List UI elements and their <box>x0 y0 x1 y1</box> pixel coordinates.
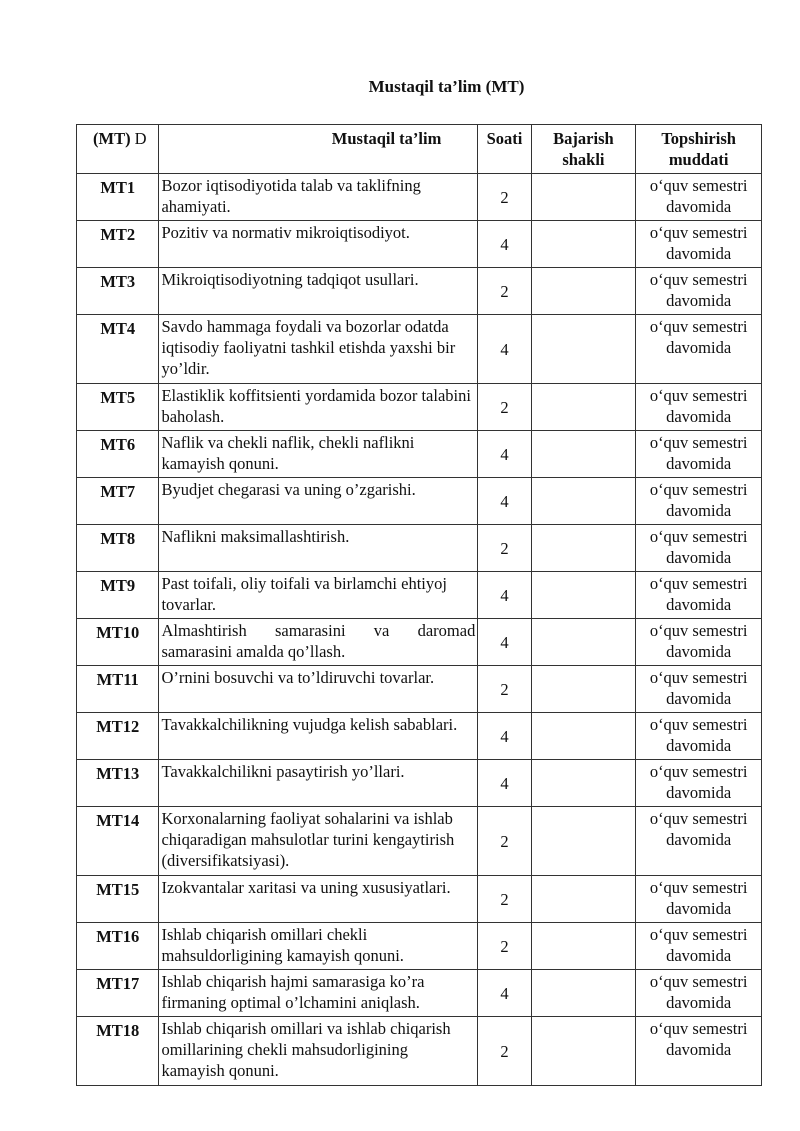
row-form <box>531 807 636 876</box>
row-id: MT1 <box>77 174 159 221</box>
row-deadline: o‘quv semestri davomida <box>636 713 762 760</box>
row-topic: Izokvantalar xaritasi va uning xususiyatlari. <box>159 876 478 923</box>
row-hours: 4 <box>478 970 531 1017</box>
row-deadline: o‘quv semestri davomida <box>636 619 762 666</box>
row-topic: Naflikni maksimallashtirish. <box>159 525 478 572</box>
table-row <box>77 923 762 970</box>
row-topic: Almashtirish samarasini va daromad samarasini amalda qo’llash. <box>159 619 478 666</box>
header-hours: Soati <box>478 125 531 174</box>
row-topic: Korxonalarning faoliyat sohalarini va ishlab chiqaradigan mahsulotlar turini kengaytirish (diversifikatsiyasi). <box>159 807 478 876</box>
row-deadline: o‘quv semestri davomida <box>636 807 762 876</box>
row-hours: 4 <box>478 431 531 478</box>
row-id: MT4 <box>77 315 159 384</box>
row-topic: Savdo hammaga foydali va bozorlar odatda iqtisodiy faoliyatni tashkil etishda yaxshi bir yo’ldir. <box>159 315 478 384</box>
row-deadline: o‘quv semestri davomida <box>636 525 762 572</box>
row-form <box>531 174 636 221</box>
row-hours: 2 <box>478 666 531 713</box>
row-id: MT3 <box>77 268 159 315</box>
row-hours: 2 <box>478 1017 531 1086</box>
row-form <box>531 221 636 268</box>
row-hours: 4 <box>478 221 531 268</box>
table-row <box>77 525 762 572</box>
row-deadline: o‘quv semestri davomida <box>636 384 762 431</box>
row-form <box>531 431 636 478</box>
row-hours: 4 <box>478 572 531 619</box>
row-topic: Byudjet chegarasi va uning o’zgarishi. <box>159 478 478 525</box>
header-deadline: Topshirish muddati <box>636 125 762 174</box>
row-form <box>531 384 636 431</box>
table-row <box>77 970 762 1017</box>
row-deadline: o‘quv semestri davomida <box>636 572 762 619</box>
row-hours: 4 <box>478 619 531 666</box>
row-deadline: o‘quv semestri davomida <box>636 923 762 970</box>
header-id-suffix: D <box>134 129 147 148</box>
row-deadline: o‘quv semestri davomida <box>636 221 762 268</box>
row-topic: Naflik va chekli naflik, chekli naflikni kamayish qonuni. <box>159 431 478 478</box>
row-deadline: o‘quv semestri davomida <box>636 478 762 525</box>
page-title: Mustaqil ta’lim (MT) <box>368 77 525 96</box>
row-form <box>531 619 636 666</box>
row-deadline: o‘quv semestri davomida <box>636 315 762 384</box>
row-id: MT11 <box>77 666 159 713</box>
table-row <box>77 713 762 760</box>
row-form <box>531 666 636 713</box>
row-topic: Ishlab chiqarish omillari chekli mahsuldorligining kamayish qonuni. <box>159 923 478 970</box>
row-form <box>531 525 636 572</box>
table-row <box>77 478 762 525</box>
row-topic: Bozor iqtisodiyotida talab va taklifning ahamiyati. <box>159 174 478 221</box>
row-id: MT17 <box>77 970 159 1017</box>
row-id: MT7 <box>77 478 159 525</box>
row-id: MT9 <box>77 572 159 619</box>
header-id-label: (MT) <box>93 129 131 148</box>
row-hours: 2 <box>478 525 531 572</box>
row-id: MT6 <box>77 431 159 478</box>
row-id: MT16 <box>77 923 159 970</box>
table-row <box>77 760 762 807</box>
row-hours: 2 <box>478 384 531 431</box>
table-row <box>77 619 762 666</box>
row-hours: 2 <box>478 268 531 315</box>
row-topic: Ishlab chiqarish omillari va ishlab chiqarish omillarining chekli mahsudorligining kamayish qonuni. <box>159 1017 478 1086</box>
row-deadline: o‘quv semestri davomida <box>636 666 762 713</box>
row-deadline: o‘quv semestri davomida <box>636 268 762 315</box>
row-id: MT13 <box>77 760 159 807</box>
header-topic: Mustaqil ta’lim <box>159 125 478 174</box>
row-deadline: o‘quv semestri davomida <box>636 760 762 807</box>
table-row <box>77 431 762 478</box>
row-hours: 2 <box>478 174 531 221</box>
row-form <box>531 315 636 384</box>
row-id: MT5 <box>77 384 159 431</box>
row-id: MT14 <box>77 807 159 876</box>
row-deadline: o‘quv semestri davomida <box>636 876 762 923</box>
table-row <box>77 876 762 923</box>
row-form <box>531 970 636 1017</box>
row-deadline: o‘quv semestri davomida <box>636 970 762 1017</box>
row-topic: Tavakkalchilikning vujudga kelish sabablari. <box>159 713 478 760</box>
row-topic: Pozitiv va normativ mikroiqtisodiyot. <box>159 221 478 268</box>
table-row <box>77 268 762 315</box>
row-deadline: o‘quv semestri davomida <box>636 174 762 221</box>
row-hours: 2 <box>478 876 531 923</box>
table-row <box>77 174 762 221</box>
row-deadline: o‘quv semestri davomida <box>636 1017 762 1086</box>
row-form <box>531 478 636 525</box>
row-id: MT8 <box>77 525 159 572</box>
row-id: MT18 <box>77 1017 159 1086</box>
row-hours: 4 <box>478 315 531 384</box>
row-form <box>531 268 636 315</box>
row-hours: 4 <box>478 713 531 760</box>
table-row <box>77 384 762 431</box>
row-topic: O’rnini bosuvchi va to’ldiruvchi tovarlar. <box>159 666 478 713</box>
table-row <box>77 315 762 384</box>
row-topic: Ishlab chiqarish hajmi samarasiga ko’ra firmaning optimal o’lchamini aniqlash. <box>159 970 478 1017</box>
row-deadline: o‘quv semestri davomida <box>636 431 762 478</box>
row-id: MT10 <box>77 619 159 666</box>
table-row <box>77 572 762 619</box>
header-form: Bajarish shakli <box>531 125 636 174</box>
table-row <box>77 221 762 268</box>
header-id <box>77 125 159 174</box>
table-row <box>77 1017 762 1086</box>
independent-study-table <box>76 124 762 1086</box>
row-topic: Elastiklik koffitsienti yordamida bozor talabini baholash. <box>159 384 478 431</box>
row-hours: 4 <box>478 478 531 525</box>
table-header-row <box>77 125 762 174</box>
row-id: MT12 <box>77 713 159 760</box>
row-topic: Past toifali, oliy toifali va birlamchi ehtiyoj tovarlar. <box>159 572 478 619</box>
row-id: MT2 <box>77 221 159 268</box>
row-form <box>531 760 636 807</box>
row-form <box>531 572 636 619</box>
row-hours: 4 <box>478 760 531 807</box>
row-id: MT15 <box>77 876 159 923</box>
table-row <box>77 666 762 713</box>
row-hours: 2 <box>478 807 531 876</box>
row-form <box>531 876 636 923</box>
row-topic: Tavakkalchilikni pasaytirish yo’llari. <box>159 760 478 807</box>
row-hours: 2 <box>478 923 531 970</box>
row-form <box>531 713 636 760</box>
row-topic: Mikroiqtisodiyotning tadqiqot usullari. <box>159 268 478 315</box>
row-form <box>531 1017 636 1086</box>
table-row <box>77 807 762 876</box>
row-form <box>531 923 636 970</box>
